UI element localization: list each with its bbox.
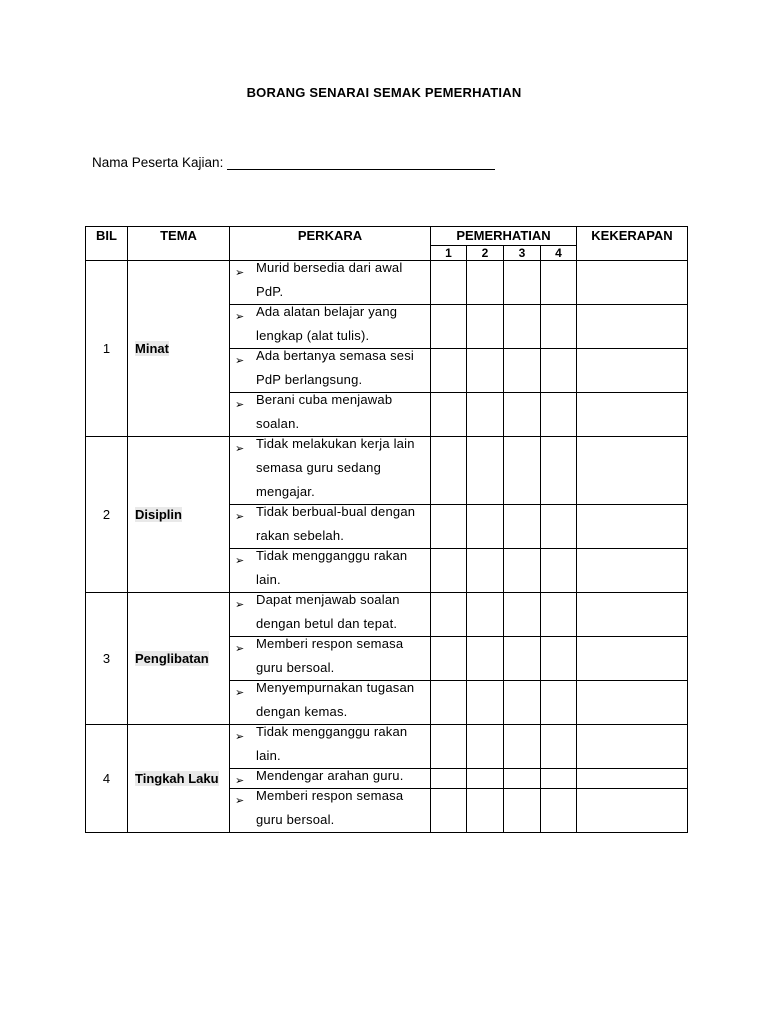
header-perkara: PERKARA xyxy=(230,227,431,261)
checklist-item xyxy=(230,261,431,305)
rating-cell-4[interactable] xyxy=(541,681,577,725)
checklist-item-text: Memberi respon semasa guru bersoal. xyxy=(256,788,404,827)
frequency-cell[interactable] xyxy=(577,593,688,637)
rating-cell-1[interactable] xyxy=(431,305,467,349)
rating-cell-3[interactable] xyxy=(504,725,541,769)
checklist-item-text: Tidak mengganggu rakan lain. xyxy=(256,548,408,587)
frequency-cell[interactable] xyxy=(577,725,688,769)
rating-cell-2[interactable] xyxy=(467,437,504,505)
frequency-cell[interactable] xyxy=(577,393,688,437)
rating-cell-4[interactable] xyxy=(541,261,577,305)
frequency-cell[interactable] xyxy=(577,261,688,305)
rating-cell-3[interactable] xyxy=(504,261,541,305)
header-scale-4: 4 xyxy=(541,246,577,261)
frequency-cell[interactable] xyxy=(577,305,688,349)
rating-cell-1[interactable] xyxy=(431,505,467,549)
checklist-item-text: Ada bertanya semasa sesi PdP berlangsung. xyxy=(256,348,414,387)
rating-cell-2[interactable] xyxy=(467,393,504,437)
arrow-bullet-icon: ➢ xyxy=(235,511,245,523)
theme-label: Minat xyxy=(135,340,169,356)
frequency-cell[interactable] xyxy=(577,769,688,789)
rating-cell-2[interactable] xyxy=(467,305,504,349)
rating-cell-1[interactable] xyxy=(431,349,467,393)
rating-cell-3[interactable] xyxy=(504,789,541,833)
rating-cell-2[interactable] xyxy=(467,725,504,769)
rating-cell-2[interactable] xyxy=(467,681,504,725)
rating-cell-2[interactable] xyxy=(467,261,504,305)
rating-cell-1[interactable] xyxy=(431,261,467,305)
checklist-item-text: Dapat menjawab soalan dengan betul dan tepat. xyxy=(256,592,400,631)
rating-cell-4[interactable] xyxy=(541,505,577,549)
checklist-item xyxy=(230,593,431,637)
rating-cell-4[interactable] xyxy=(541,593,577,637)
rating-cell-3[interactable] xyxy=(504,393,541,437)
table-row xyxy=(86,725,688,769)
rating-cell-2[interactable] xyxy=(467,789,504,833)
header-tema: TEMA xyxy=(128,227,230,261)
frequency-cell[interactable] xyxy=(577,637,688,681)
arrow-bullet-icon: ➢ xyxy=(235,599,245,611)
rating-cell-1[interactable] xyxy=(431,769,467,789)
checklist-item xyxy=(230,393,431,437)
rating-cell-3[interactable] xyxy=(504,305,541,349)
header-bil: BIL xyxy=(86,227,128,261)
theme-label: Penglibatan xyxy=(135,650,209,666)
arrow-bullet-icon: ➢ xyxy=(235,775,245,787)
rating-cell-1[interactable] xyxy=(431,593,467,637)
rating-cell-3[interactable] xyxy=(504,549,541,593)
rating-cell-3[interactable] xyxy=(504,637,541,681)
rating-cell-1[interactable] xyxy=(431,393,467,437)
checklist-item xyxy=(230,637,431,681)
arrow-bullet-icon: ➢ xyxy=(235,311,245,323)
arrow-bullet-icon: ➢ xyxy=(235,731,245,743)
theme-cell xyxy=(128,261,230,437)
arrow-bullet-icon: ➢ xyxy=(235,795,245,807)
rating-cell-1[interactable] xyxy=(431,725,467,769)
checklist-item-text: Mendengar arahan guru. xyxy=(256,768,404,783)
rating-cell-4[interactable] xyxy=(541,393,577,437)
row-number: 3 xyxy=(86,593,128,725)
rating-cell-2[interactable] xyxy=(467,637,504,681)
rating-cell-2[interactable] xyxy=(467,593,504,637)
rating-cell-4[interactable] xyxy=(541,349,577,393)
checklist-body xyxy=(86,261,688,833)
frequency-cell[interactable] xyxy=(577,505,688,549)
row-number: 1 xyxy=(86,261,128,437)
rating-cell-4[interactable] xyxy=(541,305,577,349)
theme-label: Disiplin xyxy=(135,506,182,522)
rating-cell-4[interactable] xyxy=(541,789,577,833)
arrow-bullet-icon: ➢ xyxy=(235,555,245,567)
rating-cell-3[interactable] xyxy=(504,769,541,789)
header-scale-1: 1 xyxy=(431,246,467,261)
checklist-item-text: Tidak melakukan kerja lain semasa guru sedang mengajar. xyxy=(256,436,415,499)
checklist-item xyxy=(230,505,431,549)
checklist-item-text: Murid bersedia dari awal PdP. xyxy=(256,260,403,299)
checklist-item xyxy=(230,725,431,769)
arrow-bullet-icon: ➢ xyxy=(235,267,245,279)
checklist-item xyxy=(230,549,431,593)
rating-cell-1[interactable] xyxy=(431,549,467,593)
checklist-item-text: Berani cuba menjawab soalan. xyxy=(256,392,393,431)
arrow-bullet-icon: ➢ xyxy=(235,355,245,367)
row-number: 4 xyxy=(86,725,128,833)
rating-cell-3[interactable] xyxy=(504,681,541,725)
rating-cell-4[interactable] xyxy=(541,437,577,505)
rating-cell-1[interactable] xyxy=(431,637,467,681)
table-row xyxy=(86,593,688,637)
rating-cell-3[interactable] xyxy=(504,505,541,549)
rating-cell-1[interactable] xyxy=(431,437,467,505)
rating-cell-2[interactable] xyxy=(467,505,504,549)
frequency-cell[interactable] xyxy=(577,681,688,725)
rating-cell-2[interactable] xyxy=(467,549,504,593)
checklist-item-text: Menyempurnakan tugasan dengan kemas. xyxy=(256,680,415,719)
checklist-item-text: Ada alatan belajar yang lengkap (alat tulis). xyxy=(256,304,398,343)
checklist-item xyxy=(230,349,431,393)
arrow-bullet-icon: ➢ xyxy=(235,687,245,699)
rating-cell-4[interactable] xyxy=(541,769,577,789)
table-row xyxy=(86,437,688,505)
page-title: BORANG SENARAI SEMAK PEMERHATIAN xyxy=(246,85,522,100)
theme-cell xyxy=(128,437,230,593)
header-scale-3: 3 xyxy=(504,246,541,261)
rating-cell-4[interactable] xyxy=(541,549,577,593)
checklist-item-text: Tidak berbual-bual dengan rakan sebelah. xyxy=(256,504,416,543)
checklist-item xyxy=(230,437,431,505)
rating-cell-4[interactable] xyxy=(541,637,577,681)
rating-cell-1[interactable] xyxy=(431,681,467,725)
frequency-cell[interactable] xyxy=(577,349,688,393)
theme-cell xyxy=(128,593,230,725)
rating-cell-3[interactable] xyxy=(504,349,541,393)
row-number: 2 xyxy=(86,437,128,593)
participant-name-blank[interactable] xyxy=(227,155,495,170)
rating-cell-3[interactable] xyxy=(504,593,541,637)
rating-cell-4[interactable] xyxy=(541,725,577,769)
participant-name-row xyxy=(92,155,495,170)
header-kekerapan: KEKERAPAN xyxy=(577,227,688,261)
theme-label: Tingkah Laku xyxy=(135,770,219,786)
rating-cell-3[interactable] xyxy=(504,437,541,505)
participant-name-label: Nama Peserta Kajian: xyxy=(92,155,224,170)
arrow-bullet-icon: ➢ xyxy=(235,399,245,411)
checklist-item xyxy=(230,681,431,725)
rating-cell-2[interactable] xyxy=(467,769,504,789)
frequency-cell[interactable] xyxy=(577,789,688,833)
frequency-cell[interactable] xyxy=(577,549,688,593)
frequency-cell[interactable] xyxy=(577,437,688,505)
rating-cell-2[interactable] xyxy=(467,349,504,393)
checklist-item xyxy=(230,305,431,349)
checklist-item-text: Tidak mengganggu rakan lain. xyxy=(256,724,408,763)
checklist-table xyxy=(85,226,688,833)
theme-cell xyxy=(128,725,230,833)
header-scale-2: 2 xyxy=(467,246,504,261)
header-pemerhatian: PEMERHATIAN xyxy=(431,227,577,246)
arrow-bullet-icon: ➢ xyxy=(235,643,245,655)
arrow-bullet-icon: ➢ xyxy=(235,443,245,455)
rating-cell-1[interactable] xyxy=(431,789,467,833)
checklist-item xyxy=(230,789,431,833)
checklist-item-text: Memberi respon semasa guru bersoal. xyxy=(256,636,404,675)
table-row xyxy=(86,261,688,305)
